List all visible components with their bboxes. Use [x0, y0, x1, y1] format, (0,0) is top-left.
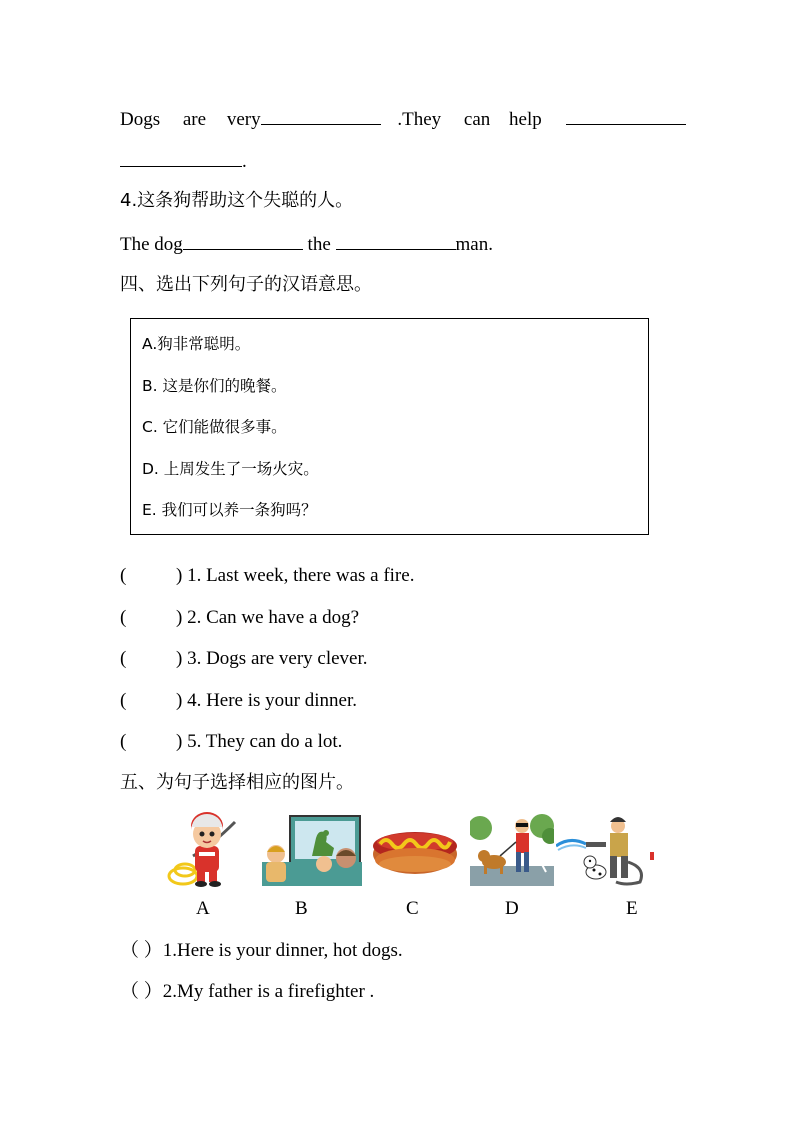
word: can: [463, 109, 491, 130]
match-item-4: [120, 689, 357, 713]
answer-blank[interactable]: [120, 148, 242, 167]
item-text: ) 2. Can we have a dog?: [176, 607, 360, 628]
word: are: [182, 109, 207, 130]
word: The dog: [120, 234, 183, 255]
picture-label-b: B: [295, 898, 308, 919]
match-item-3: [120, 647, 368, 671]
answer-blank[interactable]: [261, 106, 381, 125]
option-b: B. 这是你们的晚餐。: [142, 377, 287, 395]
item-text: ) 3. Dogs are very clever.: [176, 648, 368, 669]
word: Dogs: [120, 109, 161, 130]
answer-paren[interactable]: (: [120, 731, 127, 752]
firefighter-hose-dalmatian-icon: [556, 812, 654, 886]
word: very: [226, 109, 261, 130]
option-a: A.狗非常聪明。: [142, 335, 251, 353]
q4-sentence-line: [120, 231, 493, 257]
option-e: E. 我们可以养一条狗吗？: [142, 501, 317, 519]
word: man.: [455, 234, 493, 255]
item-text: ) 4. Here is your dinner.: [176, 690, 357, 711]
q4-chinese-prompt: 4.这条狗帮助这个失聪的人。: [120, 190, 354, 211]
item-text: ) 5. They can do a lot.: [176, 731, 343, 752]
family-watching-tv-icon: [262, 812, 362, 886]
match-item-5: [120, 730, 342, 754]
hot-dog-icon: [370, 812, 460, 880]
item-text: ) 1. Last week, there was a fire.: [176, 565, 415, 586]
word: the: [307, 234, 331, 255]
picture-label-c: C: [406, 898, 419, 919]
option-d: D. 上周发生了一场火灾。: [142, 460, 319, 478]
q3-continuation-line: [120, 148, 247, 174]
word: .They: [397, 109, 442, 130]
word: help: [509, 109, 542, 130]
q3-sentence-line: [120, 106, 680, 132]
match-item-2: [120, 606, 359, 630]
picture-label-e: E: [626, 898, 638, 919]
period: .: [242, 151, 247, 172]
blind-man-guide-dog-icon: [470, 812, 554, 886]
answer-paren[interactable]: (: [120, 690, 127, 711]
answer-blank[interactable]: [183, 231, 303, 250]
section5-heading: 五、为句子选择相应的图片。: [120, 772, 354, 793]
answer-paren[interactable]: (: [120, 607, 127, 628]
section4-heading: 四、选出下列句子的汉语意思。: [120, 274, 372, 295]
firefighter-cartoon-icon: [163, 812, 241, 888]
options-box: [130, 318, 649, 535]
answer-paren[interactable]: (: [120, 648, 127, 669]
picture-label-a: A: [196, 898, 210, 919]
answer-blank[interactable]: [566, 106, 686, 125]
picture-label-d: D: [505, 898, 519, 919]
match-item-1: [120, 564, 414, 588]
picture-item-1: （ ）1.Here is your dinner, hot dogs.: [120, 940, 403, 961]
answer-paren[interactable]: (: [120, 565, 127, 586]
answer-blank[interactable]: [336, 231, 456, 250]
picture-item-2: （ ）2.My father is a firefighter .: [120, 981, 375, 1002]
option-c: C. 它们能做很多事。: [142, 418, 287, 436]
